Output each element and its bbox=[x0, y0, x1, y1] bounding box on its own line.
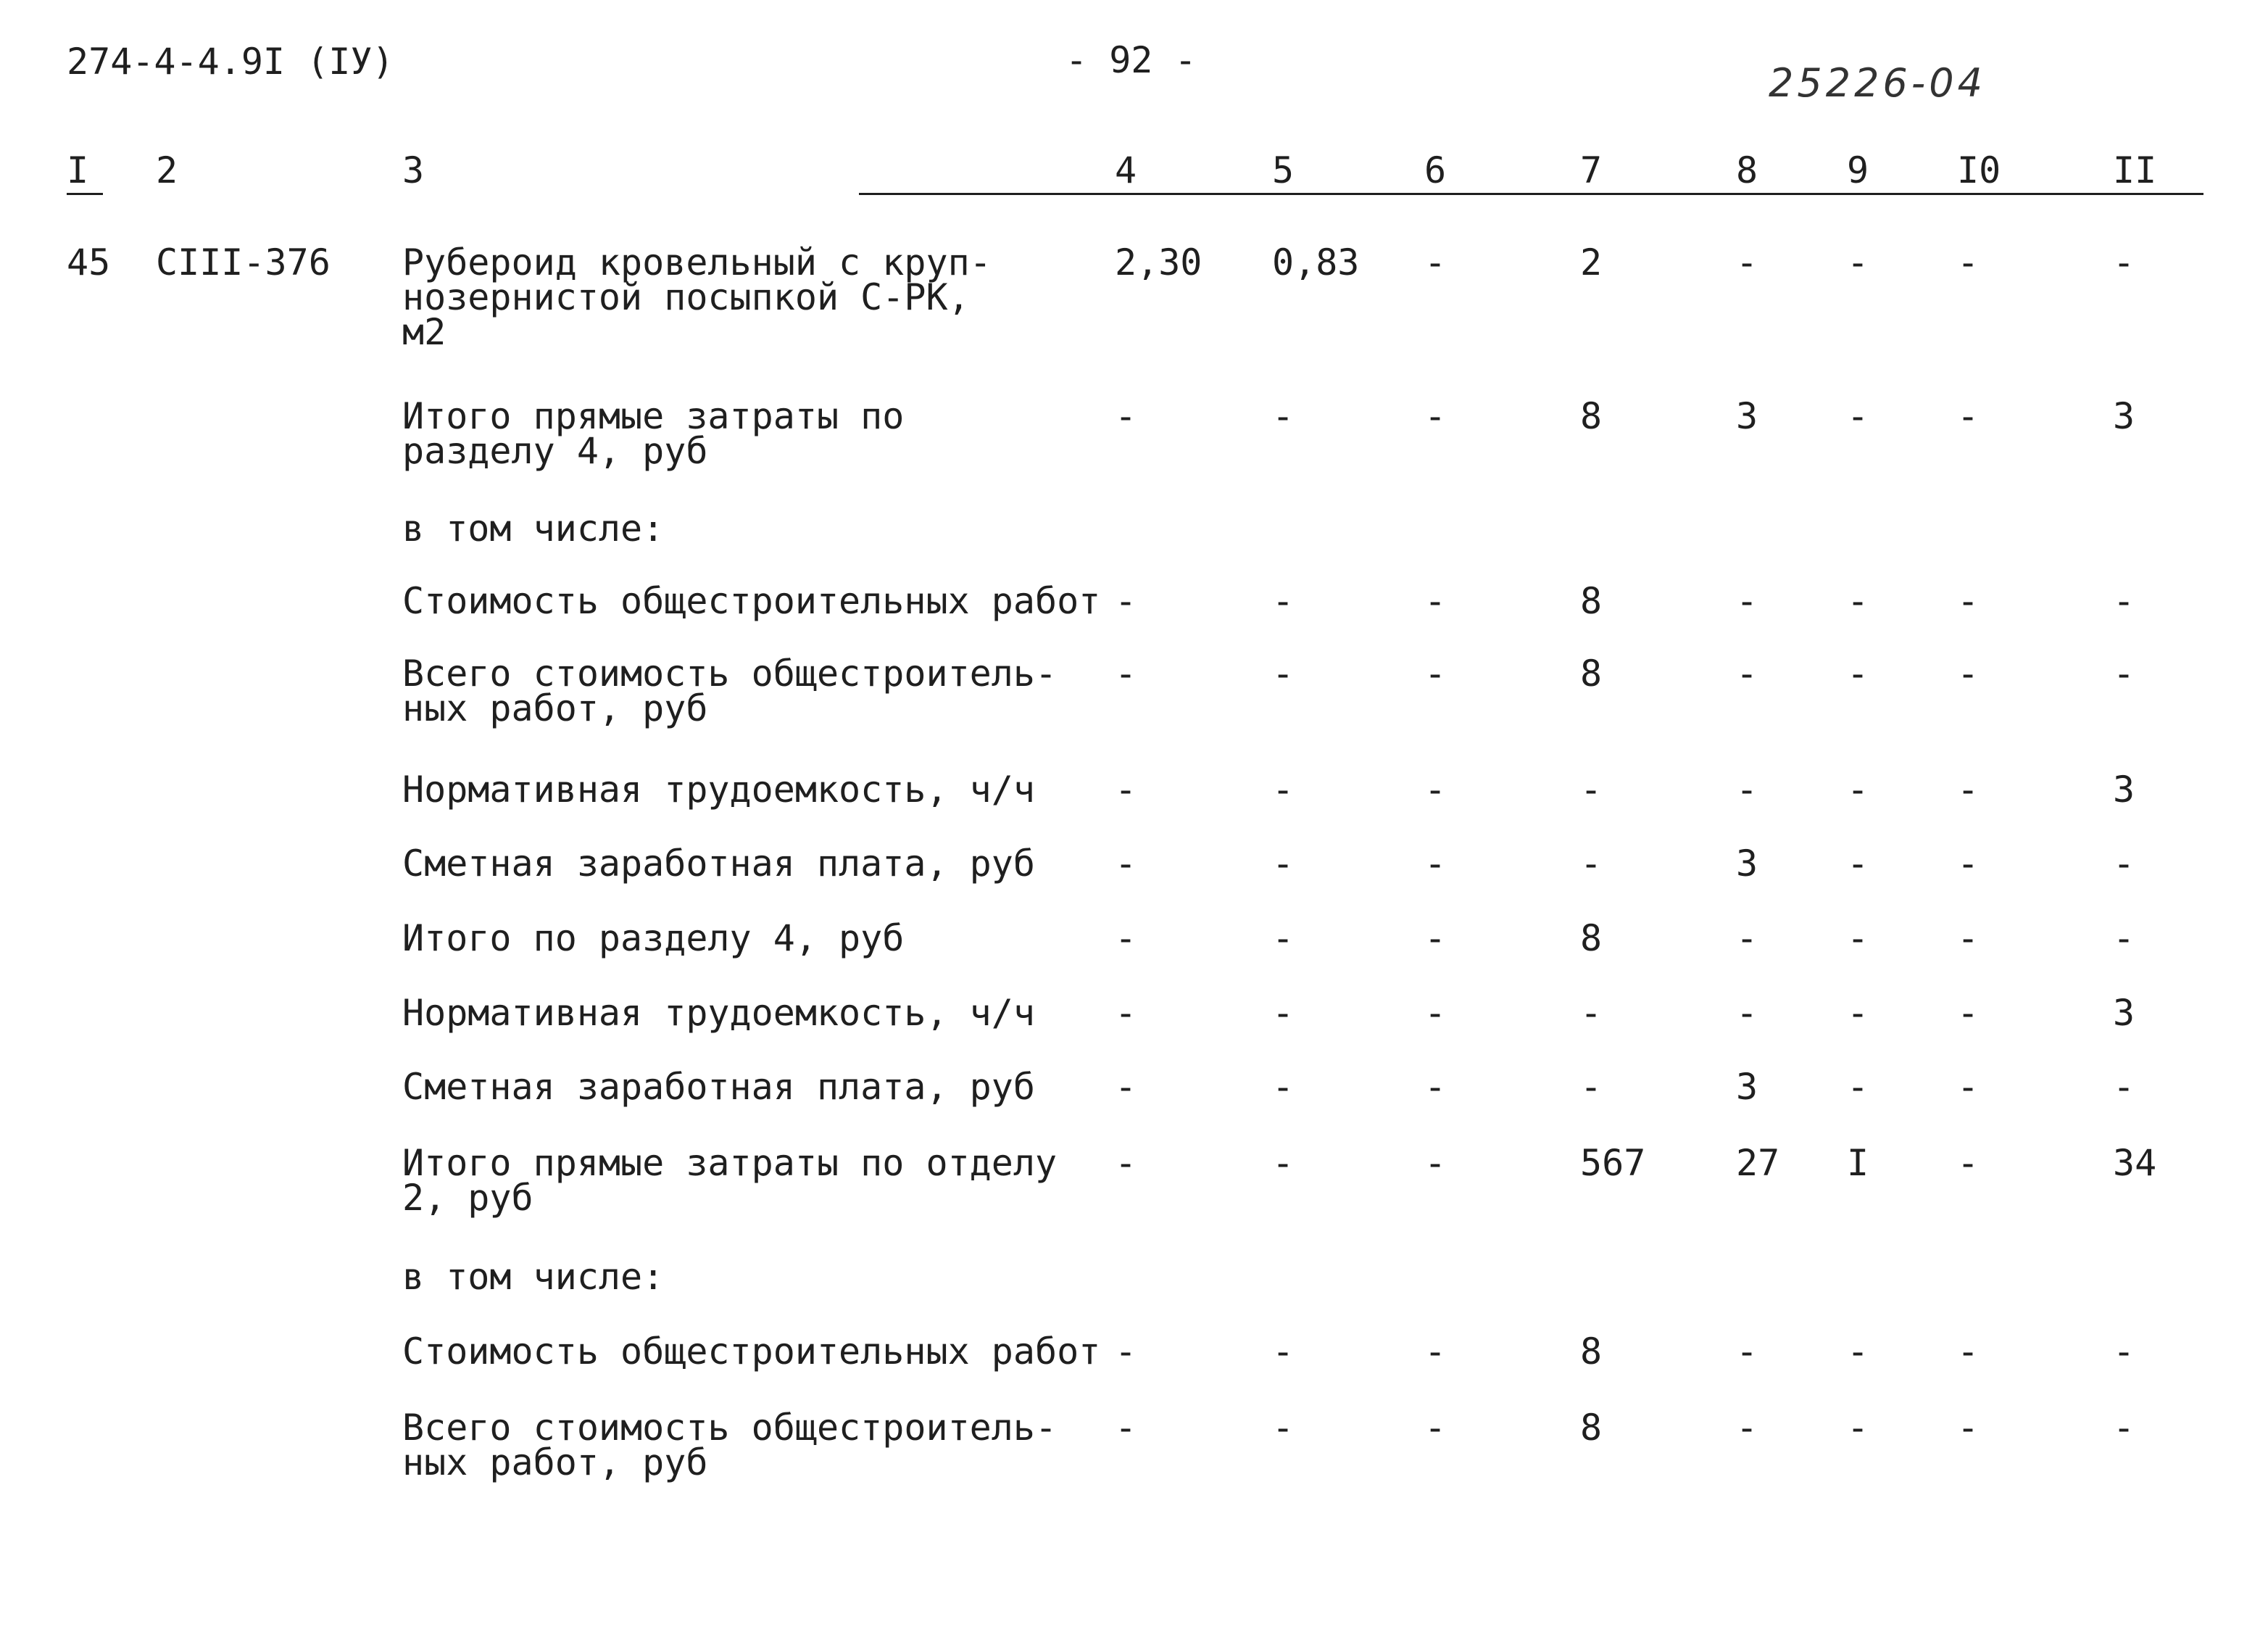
row-description: Итого прямые затраты по отделу 2, руб bbox=[402, 1142, 1058, 1219]
cell-c11: - bbox=[2113, 917, 2135, 959]
row-description: Всего стоимость общестроитель- ных работ, руб bbox=[402, 1407, 1058, 1483]
cell-c5: - bbox=[1272, 917, 1295, 959]
document-code: 274-4-4.9I (IУ) bbox=[67, 41, 394, 83]
row-description: Итого по разделу 4, руб bbox=[402, 917, 905, 959]
cell-c9: - bbox=[1847, 917, 1869, 959]
cell-c6: - bbox=[1424, 1066, 1447, 1108]
cell-c6: - bbox=[1424, 580, 1447, 622]
cell-c9: - bbox=[1847, 580, 1869, 622]
cell-c5: - bbox=[1272, 1330, 1295, 1373]
cell-c6: - bbox=[1424, 1330, 1447, 1373]
cell-c8: - bbox=[1736, 1407, 1758, 1449]
column-header-4: 4 bbox=[1115, 149, 1137, 191]
cell-c9: I bbox=[1847, 1142, 1869, 1184]
cell-c9: - bbox=[1847, 241, 1869, 283]
cell-c4: - bbox=[1115, 395, 1137, 437]
row-description: в том числе: bbox=[402, 508, 665, 550]
cell-c7: 8 bbox=[1580, 1330, 1603, 1373]
cell-c9: - bbox=[1847, 1066, 1869, 1108]
cell-c7: 8 bbox=[1580, 917, 1603, 959]
cell-c4: - bbox=[1115, 769, 1137, 811]
cell-c4: - bbox=[1115, 917, 1137, 959]
column-header-11: II bbox=[2113, 149, 2157, 191]
cell-c8: - bbox=[1736, 917, 1758, 959]
cell-c8: - bbox=[1736, 241, 1758, 283]
cell-c1: 45 bbox=[67, 241, 111, 283]
cell-c7: 8 bbox=[1580, 1407, 1603, 1449]
cell-c4: 2,30 bbox=[1115, 241, 1202, 283]
cell-c7: 8 bbox=[1580, 653, 1603, 695]
cell-c7: 8 bbox=[1580, 395, 1603, 437]
cell-c9: - bbox=[1847, 653, 1869, 695]
cell-c11: 3 bbox=[2113, 769, 2135, 811]
column-header-6: 6 bbox=[1424, 149, 1447, 191]
cell-c7: - bbox=[1580, 1066, 1603, 1108]
cell-c8: - bbox=[1736, 580, 1758, 622]
cell-c5: - bbox=[1272, 769, 1295, 811]
row-description: в том числе: bbox=[402, 1256, 665, 1298]
row-description: Нормативная трудоемкость, ч/ч bbox=[402, 769, 1035, 811]
cell-c6: - bbox=[1424, 1142, 1447, 1184]
cell-c11: - bbox=[2113, 241, 2135, 283]
row-description: Сметная заработная плата, руб bbox=[402, 843, 1035, 885]
cell-c9: - bbox=[1847, 992, 1869, 1034]
column-header-3: 3 bbox=[402, 149, 425, 191]
cell-c10: - bbox=[1957, 917, 1980, 959]
row-description: Стоимость общестроительных работ bbox=[402, 1330, 1101, 1373]
cell-c7: 567 bbox=[1580, 1142, 1646, 1184]
cell-c9: - bbox=[1847, 1407, 1869, 1449]
cell-c8: - bbox=[1736, 1330, 1758, 1373]
row-description: Стоимость общестроительных работ bbox=[402, 580, 1101, 622]
cell-c5: - bbox=[1272, 580, 1295, 622]
cell-c4: - bbox=[1115, 1330, 1137, 1373]
cell-c11: - bbox=[2113, 843, 2135, 885]
cell-c5: - bbox=[1272, 1142, 1295, 1184]
cell-c10: - bbox=[1957, 1330, 1980, 1373]
cell-c11: - bbox=[2113, 1330, 2135, 1373]
cell-c6: - bbox=[1424, 992, 1447, 1034]
column-header-9: 9 bbox=[1847, 149, 1869, 191]
cell-c11: 3 bbox=[2113, 992, 2135, 1034]
cell-c5: - bbox=[1272, 653, 1295, 695]
cell-c7: - bbox=[1580, 843, 1603, 885]
cell-c9: - bbox=[1847, 769, 1869, 811]
cell-c2: CIII-376 bbox=[156, 241, 331, 283]
cell-c4: - bbox=[1115, 1142, 1137, 1184]
cell-c10: - bbox=[1957, 241, 1980, 283]
cell-c8: - bbox=[1736, 992, 1758, 1034]
cell-c10: - bbox=[1957, 992, 1980, 1034]
cell-c6: - bbox=[1424, 395, 1447, 437]
cell-c10: - bbox=[1957, 1066, 1980, 1108]
cell-c10: - bbox=[1957, 1142, 1980, 1184]
cell-c11: - bbox=[2113, 1407, 2135, 1449]
cell-c8: 27 bbox=[1736, 1142, 1780, 1184]
column-header-5: 5 bbox=[1272, 149, 1295, 191]
cell-c8: 3 bbox=[1736, 843, 1758, 885]
row-description: Всего стоимость общестроитель- ных работ, руб bbox=[402, 653, 1058, 729]
cell-c7: - bbox=[1580, 769, 1603, 811]
cell-c5: 0,83 bbox=[1272, 241, 1360, 283]
cell-c4: - bbox=[1115, 843, 1137, 885]
cell-c8: - bbox=[1736, 653, 1758, 695]
row-description: Итого прямые затраты по разделу 4, руб bbox=[402, 395, 905, 472]
row-description: Сметная заработная плата, руб bbox=[402, 1066, 1035, 1108]
cell-c10: - bbox=[1957, 769, 1980, 811]
cell-c6: - bbox=[1424, 1407, 1447, 1449]
header-underline-right bbox=[859, 193, 2203, 195]
cell-c9: - bbox=[1847, 395, 1869, 437]
cell-c10: - bbox=[1957, 1407, 1980, 1449]
column-header-8: 8 bbox=[1736, 149, 1758, 191]
cell-c11: - bbox=[2113, 1066, 2135, 1108]
cell-c4: - bbox=[1115, 1066, 1137, 1108]
handwritten-number: 25226-04 bbox=[1769, 60, 1986, 106]
cell-c9: - bbox=[1847, 1330, 1869, 1373]
cell-c5: - bbox=[1272, 1407, 1295, 1449]
column-header-1: I bbox=[67, 149, 89, 191]
cell-c10: - bbox=[1957, 653, 1980, 695]
cell-c6: - bbox=[1424, 769, 1447, 811]
row-description: Нормативная трудоемкость, ч/ч bbox=[402, 992, 1035, 1034]
cell-c4: - bbox=[1115, 653, 1137, 695]
cell-c6: - bbox=[1424, 241, 1447, 283]
page-number: - 92 - bbox=[1066, 39, 1197, 81]
cell-c5: - bbox=[1272, 992, 1295, 1034]
cell-c6: - bbox=[1424, 843, 1447, 885]
row-description: Рубероид кровельный с круп- нозернистой посыпкой С-РК, м2 bbox=[402, 241, 992, 353]
cell-c7: 8 bbox=[1580, 580, 1603, 622]
cell-c6: - bbox=[1424, 653, 1447, 695]
cell-c8: - bbox=[1736, 769, 1758, 811]
cell-c8: 3 bbox=[1736, 1066, 1758, 1108]
cell-c10: - bbox=[1957, 843, 1980, 885]
header-underline-left bbox=[67, 193, 103, 195]
column-header-2: 2 bbox=[156, 149, 178, 191]
cell-c11: 34 bbox=[2113, 1142, 2157, 1184]
cell-c8: 3 bbox=[1736, 395, 1758, 437]
cell-c4: - bbox=[1115, 1407, 1137, 1449]
cell-c4: - bbox=[1115, 992, 1137, 1034]
cell-c10: - bbox=[1957, 395, 1980, 437]
cell-c5: - bbox=[1272, 1066, 1295, 1108]
cell-c7: - bbox=[1580, 992, 1603, 1034]
cell-c9: - bbox=[1847, 843, 1869, 885]
cell-c5: - bbox=[1272, 395, 1295, 437]
cell-c4: - bbox=[1115, 580, 1137, 622]
cell-c6: - bbox=[1424, 917, 1447, 959]
cell-c11: - bbox=[2113, 653, 2135, 695]
cell-c10: - bbox=[1957, 580, 1980, 622]
cell-c7: 2 bbox=[1580, 241, 1603, 283]
cell-c11: - bbox=[2113, 580, 2135, 622]
cell-c5: - bbox=[1272, 843, 1295, 885]
cell-c11: 3 bbox=[2113, 395, 2135, 437]
column-header-7: 7 bbox=[1580, 149, 1603, 191]
column-header-10: I0 bbox=[1957, 149, 2001, 191]
